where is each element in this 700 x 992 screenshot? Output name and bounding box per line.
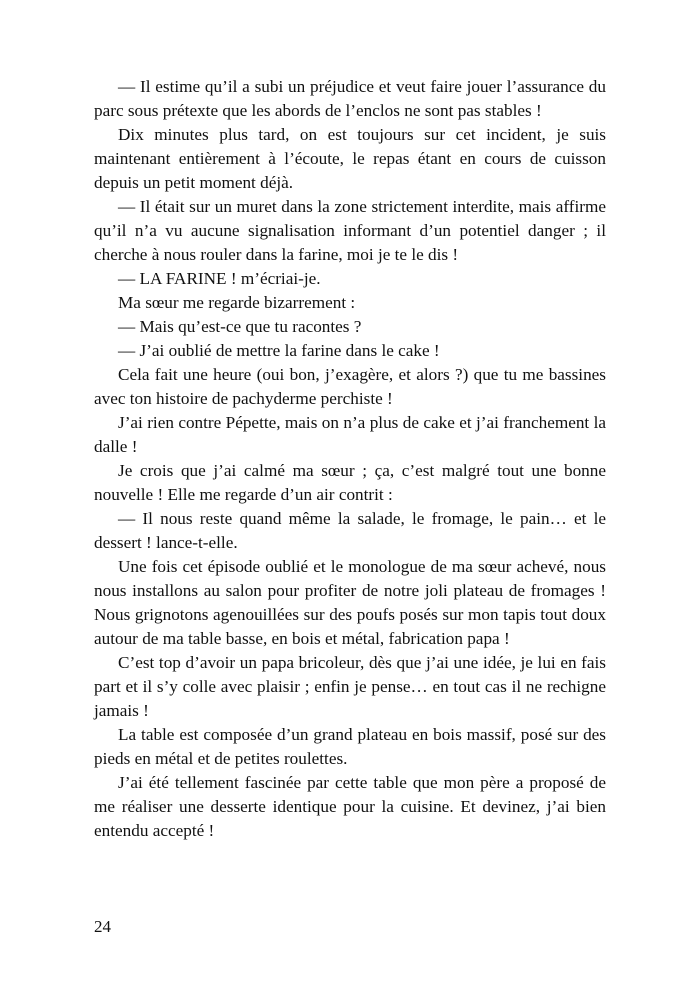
paragraph: — Mais qu’est-ce que tu racontes ? — [118, 317, 362, 336]
paragraph: Dix minutes plus tard, on est toujours sur cet incident, je suis maintenant entièrement à l’écoute, le repas étant en cours de cuisson depuis un petit moment déjà. — [94, 125, 606, 192]
paragraph: — Il nous reste quand même la salade, le fromage, le pain… et le dessert ! lance-t-elle. — [94, 509, 606, 552]
paragraph: Cela fait une heure (oui bon, j’exagère, et alors ?) que tu me bassines avec ton histoire de pachyderme perchiste ! — [94, 365, 606, 408]
paragraph: Ma sœur me regarde bizarrement : — [118, 293, 356, 312]
paragraph: — Il estime qu’il a subi un préjudice et veut faire jouer l’assurance du parc sous prétexte que les abords de l’enclos ne sont pas stables ! — [94, 77, 606, 120]
paragraph: J’ai été tellement fascinée par cette table que mon père a proposé de me réaliser une desserte identique pour la cuisine. Et devinez, j’ai bien entendu accepté ! — [94, 773, 606, 840]
paragraph: Je crois que j’ai calmé ma sœur ; ça, c’est malgré tout une bonne nouvelle ! Elle me regarde d’un air contrit : — [94, 461, 606, 504]
paragraph: — Il était sur un muret dans la zone strictement interdite, mais affirme qu’il n’a vu aucune signalisation informant d’un potentiel danger ; il cherche à nous rouler dans la farine, moi je te le dis ! — [94, 197, 606, 264]
page-number: 24 — [94, 917, 111, 936]
paragraph: J’ai rien contre Pépette, mais on n’a plus de cake et j’ai franchement la dalle ! — [94, 413, 606, 456]
paragraph: Une fois cet épisode oublié et le monologue de ma sœur achevé, nous nous installons au salon pour profiter de notre joli plateau de fromages ! Nous grignotons agenouillées sur des poufs posés sur mon tapis tout doux autour de ma table basse, en bois et métal, fabrication papa ! — [94, 557, 606, 648]
paragraph: — J’ai oublié de mettre la farine dans le cake ! — [118, 341, 440, 360]
paragraph: — LA FARINE ! m’écriai-je. — [118, 269, 321, 288]
page-body — [94, 75, 606, 843]
paragraph: La table est composée d’un grand plateau en bois massif, posé sur des pieds en métal et de petites roulettes. — [94, 725, 606, 768]
paragraph: C’est top d’avoir un papa bricoleur, dès que j’ai une idée, je lui en fais part et il s’y colle avec plaisir ; enfin je pense… en tout cas il ne rechigne jamais ! — [94, 653, 606, 720]
